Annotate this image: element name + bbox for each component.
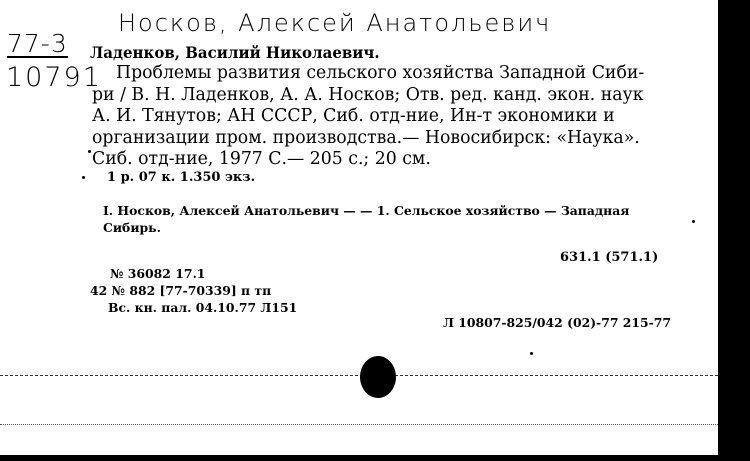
accession-number: 10791 — [6, 62, 102, 93]
divider-line — [0, 424, 718, 425]
speck — [692, 220, 695, 223]
description-line: Проблемы развития сельского хозяйства Западной Сиби- — [116, 63, 645, 83]
bibliographic-description — [92, 63, 672, 171]
speck — [82, 176, 85, 179]
description-line: организации пром. производства.— Новосибирск: «Наука». — [92, 127, 640, 148]
handwritten-name: Носков, Алексей Анатольевич — [118, 9, 552, 37]
price-and-print-run: 1 р. 07 к. 1.350 экз. — [107, 170, 256, 185]
speck — [88, 150, 91, 153]
speck — [530, 352, 533, 355]
author-heading: Ладенков, Василий Николаевич. — [90, 43, 380, 63]
registration-line: Вс. кн. пал. 04.10.77 Л151 — [108, 300, 298, 315]
library-code: Л 10807-825/042 (02)-77 215-77 — [443, 315, 672, 330]
call-number: 77-3 — [7, 29, 68, 58]
registration-line: 42 № 882 [77-70339] п тп — [90, 283, 272, 298]
description-line: А. И. Тянутов; АН СССР, Сиб. отд-ние, Ин-т экономики и — [92, 106, 615, 126]
punch-hole — [360, 356, 396, 398]
tracing-line: I. Носков, Алексей Анатольевич — — 1. Сельское хозяйство — Западная — [103, 203, 630, 218]
description-line: Сиб. отд-ние, 1977 С.— 205 с.; 20 см. — [92, 149, 431, 169]
description-line: ри / В. Н. Ладенков, А. А. Носков; Отв. ред. канд. экон. наук — [92, 84, 644, 105]
registration-line: № 36082 17.1 — [110, 266, 206, 281]
divider-line — [0, 375, 718, 376]
tracings — [103, 202, 670, 236]
tracing-line: Сибирь. — [103, 220, 161, 235]
classification-number: 631.1 (571.1) — [560, 250, 659, 265]
